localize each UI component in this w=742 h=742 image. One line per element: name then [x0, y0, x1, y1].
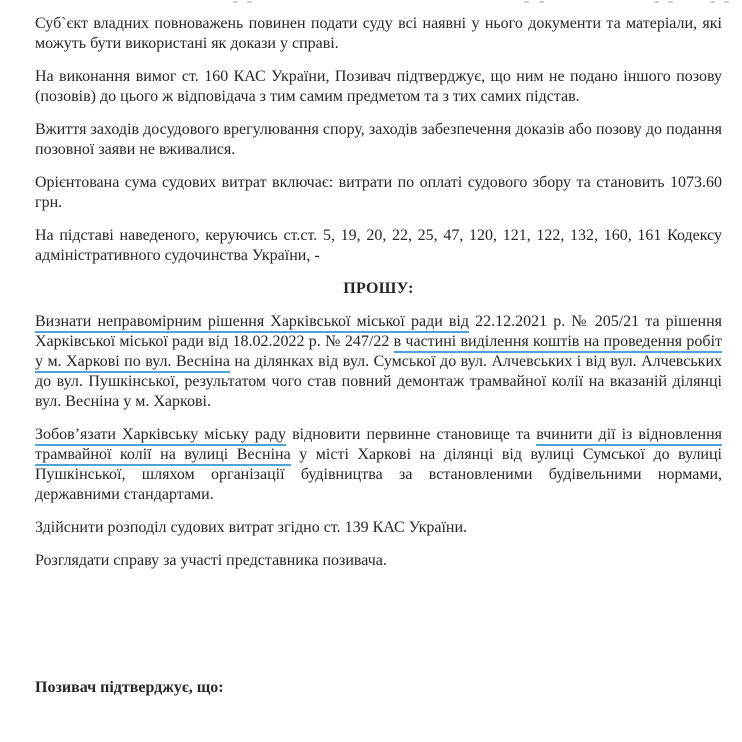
text-segment: Вжиття заходів досудового врегулювання спору, заходів забезпечення доказів або позову до подання позовної заяви не вживалися.	[35, 121, 722, 158]
clipped-text-remnant-dot	[539, 1, 544, 3]
paragraph	[35, 312, 722, 412]
text-segment: на ділянках від вул. Сумської до вул. Алчевських і від вул. Алчевських до вул. Пушкінської, результатом чого став повний демонтаж трамвайної колії на вказаній ділянці вул. Весніна у м. Харкові.	[35, 353, 723, 410]
text-segment: На виконання вимог ст. 160 КАС України, Позивач підтверджує, що ним не подано іншого позову (позовів) до цього ж відповідача з тим самим предметом та з тих самих підстав.	[35, 68, 722, 105]
vertical-gap	[35, 584, 722, 678]
clipped-text-remnant-dot	[724, 1, 729, 3]
clipped-text-remnant-dot	[668, 1, 673, 3]
clipped-line-remnant	[0, 0, 742, 4]
paragraph	[35, 226, 722, 266]
clipped-text-remnant-dot	[233, 1, 238, 3]
document-body	[35, 14, 722, 698]
clipped-text-remnant-dot	[654, 1, 659, 3]
clipped-text-remnant-dot	[710, 1, 715, 3]
text-segment: Орієнтована сума судових витрат включає: витрати по оплаті судового збору та становить 1073.60 грн.	[35, 174, 722, 211]
paragraph	[35, 518, 722, 538]
clipped-text-remnant-dot	[524, 1, 529, 3]
paragraph	[35, 67, 722, 107]
text-segment: На підставі наведеного, керуючись ст.ст. 5, 19, 20, 22, 25, 47, 120, 121, 122, 132, 160, 161 Кодексу адміністративного судочинства України, -	[35, 227, 722, 264]
request-heading: ПРОШУ:	[343, 280, 414, 297]
paragraph	[35, 14, 722, 54]
text-segment: відновити первинне становище та	[286, 426, 537, 443]
text-segment: у місті Харкові на ділянці від вулиці Сумської до вулиці Пушкінської, шляхом організації будівництва за встановленими будівельними нормами, державними стандартами.	[35, 446, 722, 503]
paragraph	[35, 173, 722, 213]
text-segment: Здійснити розподіл судових витрат згідно ст. 139 КАС України.	[35, 519, 468, 536]
paragraph	[35, 120, 722, 160]
text-segment: Розглядати справу за участі представника позивача.	[35, 552, 387, 569]
grammar-underlined-text: в частині виділення коштів на проведення робіт у м. Харкові по вул. Весніна	[35, 333, 722, 373]
paragraph	[35, 425, 722, 505]
grammar-underlined-text: Визнати неправомірним рішення Харківської міської ради від	[35, 313, 469, 333]
grammar-underlined-text: вчинити дії із відновлення трамвайної колії на вулиці Весніна	[35, 426, 722, 466]
text-segment: 22.12.2021 р. № 205/21 та рішення Харківської міської ради від 18.02.2022 р. № 247/22	[35, 313, 722, 350]
plaintiff-confirmation-heading: Позивач підтверджує, що:	[35, 679, 224, 696]
paragraph	[35, 551, 722, 571]
grammar-underlined-text: Зобов’язати Харківську міську раду	[35, 426, 286, 446]
text-segment: Суб`єкт владних повноважень повинен подати суду всі наявні у нього документи та матеріали, які можуть бути використані як докази у справі.	[35, 15, 722, 52]
clipped-text-remnant-dot	[247, 1, 252, 3]
